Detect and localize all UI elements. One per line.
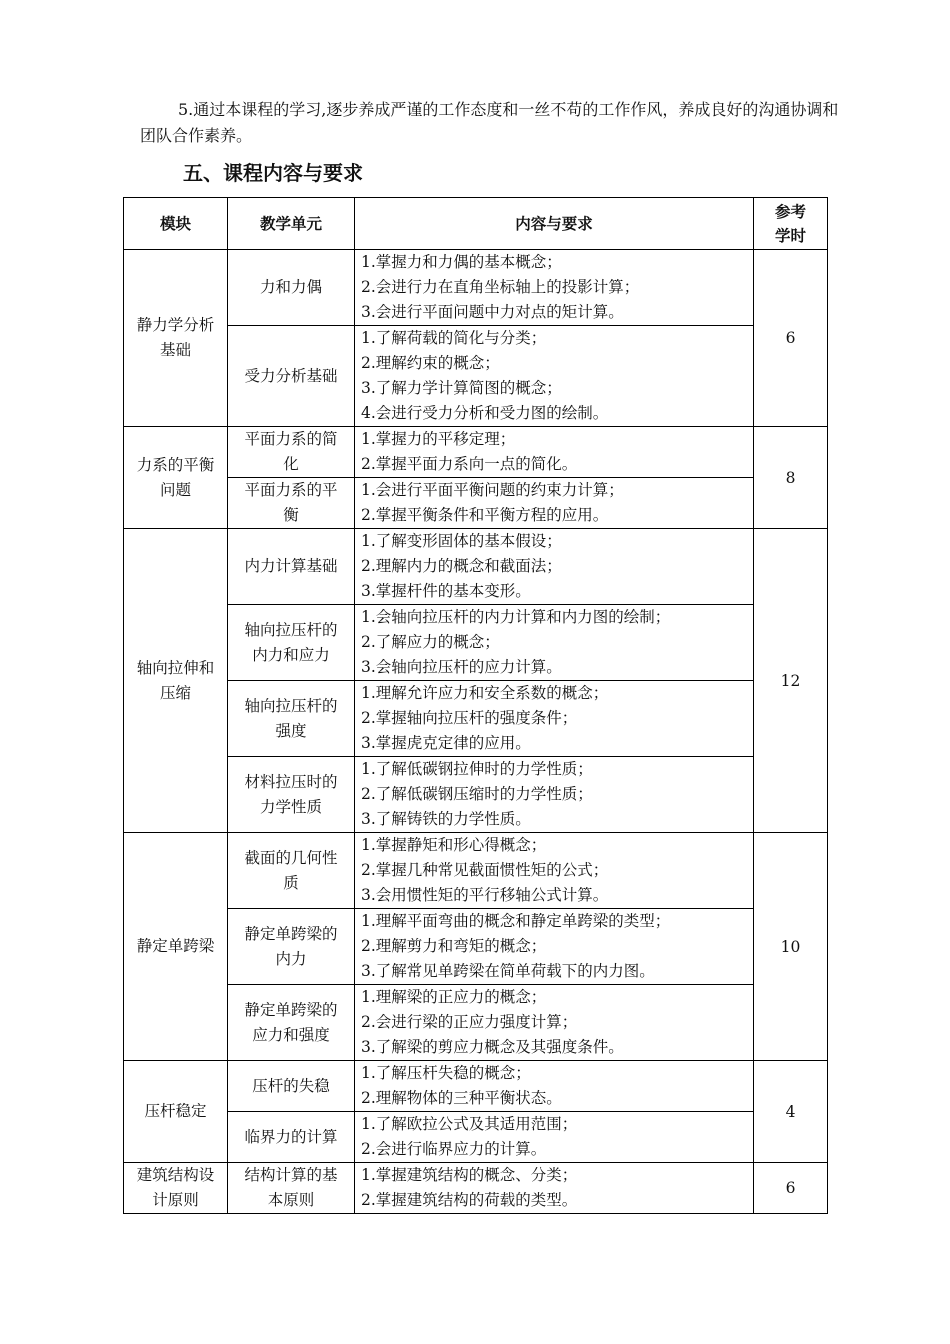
content-item: 2.会进行临界应力的计算。: [361, 1140, 547, 1158]
content-item: 1.了解荷载的简化与分类；: [361, 329, 547, 347]
content-item: 1.掌握静矩和形心得概念；: [361, 836, 547, 854]
hours-cell: 6: [754, 250, 828, 427]
table-row: [124, 326, 828, 427]
content-item: 1.掌握力的平移定理；: [361, 430, 516, 448]
content-cell: [355, 605, 754, 681]
content-item: 2.会进行梁的正应力强度计算；: [361, 1013, 578, 1031]
module-name: 压杆稳定: [144, 1102, 207, 1120]
unit-name: 静定单跨梁的应力和强度: [244, 1000, 338, 1044]
content-cell: [355, 326, 754, 427]
unit-cell: [228, 326, 355, 427]
content-item: 2.掌握建筑结构的荷载的类型。: [361, 1191, 578, 1209]
table-row: [124, 1112, 828, 1163]
hours-cell: 4: [754, 1061, 828, 1163]
unit-cell: [228, 478, 355, 529]
content-item: 2.掌握平衡条件和平衡方程的应用。: [361, 506, 609, 524]
content-item: 2.会进行力在直角坐标轴上的投影计算；: [361, 278, 640, 296]
content-cell: [355, 985, 754, 1061]
unit-cell: [228, 605, 355, 681]
content-item: 2.理解物体的三种平衡状态。: [361, 1089, 562, 1107]
unit-cell: [228, 529, 355, 605]
module-name: 静力学分析基础: [136, 316, 215, 359]
unit-name: 受力分析基础: [244, 366, 338, 385]
content-cell: [355, 1112, 754, 1163]
content-item: 2.掌握几种常见截面惯性矩的公式；: [361, 861, 609, 879]
content-item: 1.理解平面弯曲的概念和静定单跨梁的类型；: [361, 912, 671, 930]
content-item: 1.会轴向拉压杆的内力计算和内力图的绘制；: [361, 608, 671, 626]
unit-cell: [228, 757, 355, 833]
table-row: [124, 681, 828, 757]
table-row: [124, 250, 828, 326]
header-module: 模块: [124, 198, 228, 250]
content-item: 3.了解常见单跨梁在简单荷载下的内力图。: [361, 962, 655, 980]
content-cell: [355, 681, 754, 757]
module-cell: [124, 250, 228, 427]
module-cell: [124, 529, 228, 833]
content-item: 3.会用惯性矩的平行移轴公式计算。: [361, 886, 609, 904]
unit-cell: [228, 1163, 355, 1214]
unit-cell: [228, 681, 355, 757]
unit-name: 轴向拉压杆的强度: [244, 696, 338, 740]
content-item: 3.掌握杆件的基本变形。: [361, 582, 531, 600]
intro-text: 5.通过本课程的学习,逐步养成严谨的工作态度和一丝不苟的工作作风，养成良好的沟通协调和团队合作素养。: [140, 100, 839, 145]
content-item: 2.掌握平面力系向一点的简化。: [361, 455, 578, 473]
unit-name: 内力计算基础: [244, 557, 338, 575]
header-unit: 教学单元: [228, 198, 355, 250]
section-title: 五、课程内容与要求: [183, 161, 363, 185]
content-item: 2.了解应力的概念；: [361, 633, 500, 651]
unit-name: 截面的几何性质: [244, 848, 338, 892]
module-name: 轴向拉伸和压缩: [136, 658, 215, 702]
content-cell: [355, 757, 754, 833]
unit-name: 结构计算的基本原则: [244, 1166, 338, 1209]
content-cell: [355, 1061, 754, 1112]
unit-cell: [228, 833, 355, 909]
content-cell: [355, 833, 754, 909]
table-row: [124, 757, 828, 833]
table-row: [124, 833, 828, 909]
unit-cell: [228, 985, 355, 1061]
content-item: 1.会进行平面平衡问题的约束力计算；: [361, 481, 624, 499]
unit-name: 压杆的失稳: [252, 1076, 330, 1095]
content-item: 3.会进行平面问题中力对点的矩计算。: [361, 303, 624, 321]
table-row: [124, 427, 828, 478]
table-row: [124, 909, 828, 985]
unit-name: 临界力的计算: [244, 1127, 338, 1146]
course-content-table: [123, 197, 828, 1214]
unit-name: 平面力系的简化: [244, 430, 338, 473]
module-name: 静定单跨梁: [136, 937, 215, 955]
content-item: 1.理解梁的正应力的概念；: [361, 988, 547, 1006]
module-name: 力系的平衡问题: [136, 455, 215, 499]
content-item: 2.理解内力的概念和截面法；: [361, 557, 562, 575]
module-cell: [124, 427, 228, 529]
table-row: [124, 605, 828, 681]
content-item: 1.掌握力和力偶的基本概念；: [361, 253, 562, 271]
content-item: 1.了解欧拉公式及其适用范围；: [361, 1115, 578, 1133]
content-cell: [355, 427, 754, 478]
content-item: 1.了解变形固体的基本假设；: [361, 532, 562, 550]
module-cell: [124, 833, 228, 1061]
table-row: [124, 1061, 828, 1112]
content-item: 2.理解约束的概念；: [361, 354, 500, 372]
content-item: 4.会进行受力分析和受力图的绘制。: [361, 404, 609, 422]
content-item: 1.了解压杆失稳的概念；: [361, 1064, 531, 1082]
unit-cell: [228, 909, 355, 985]
content-item: 2.了解低碳钢压缩时的力学性质；: [361, 785, 593, 803]
content-item: 3.了解铸铁的力学性质。: [361, 810, 531, 828]
module-cell: [124, 1163, 228, 1214]
content-item: 2.理解剪力和弯矩的概念；: [361, 937, 547, 955]
content-item: 1.掌握建筑结构的概念、分类；: [361, 1166, 578, 1184]
unit-name: 平面力系的平衡: [244, 481, 338, 524]
content-item: 2.掌握轴向拉压杆的强度条件；: [361, 709, 578, 727]
unit-name: 静定单跨梁的内力: [244, 924, 338, 968]
content-cell: [355, 529, 754, 605]
content-item: 1.了解低碳钢拉伸时的力学性质；: [361, 760, 593, 778]
content-item: 3.会轴向拉压杆的应力计算。: [361, 658, 562, 676]
unit-cell: [228, 427, 355, 478]
intro-paragraph: [140, 97, 840, 149]
unit-cell: [228, 1112, 355, 1163]
unit-cell: [228, 1061, 355, 1112]
unit-name: 材料拉压时的力学性质: [244, 772, 338, 816]
table-row: [124, 529, 828, 605]
unit-name: 力和力偶: [259, 278, 322, 296]
table-header-row: [124, 198, 828, 250]
content-item: 1.理解允许应力和安全系数的概念；: [361, 684, 609, 702]
hours-cell: 12: [754, 529, 828, 833]
content-item: 3.了解梁的剪应力概念及其强度条件。: [361, 1038, 624, 1056]
module-cell: [124, 1061, 228, 1163]
header-content: 内容与要求: [355, 198, 754, 250]
table-row: [124, 985, 828, 1061]
table-row: [124, 478, 828, 529]
content-cell: [355, 1163, 754, 1214]
content-cell: [355, 478, 754, 529]
unit-name: 轴向拉压杆的内力和应力: [244, 620, 338, 664]
unit-cell: [228, 250, 355, 326]
content-item: 3.了解力学计算简图的概念；: [361, 379, 562, 397]
module-name: 建筑结构设计原则: [136, 1166, 215, 1209]
content-item: 3.掌握虎克定律的应用。: [361, 734, 531, 752]
hours-cell: 6: [754, 1163, 828, 1214]
content-cell: [355, 909, 754, 985]
header-hours: 参考学时: [754, 198, 828, 250]
content-cell: [355, 250, 754, 326]
hours-cell: 8: [754, 427, 828, 529]
table-row: [124, 1163, 828, 1214]
hours-cell: 10: [754, 833, 828, 1061]
